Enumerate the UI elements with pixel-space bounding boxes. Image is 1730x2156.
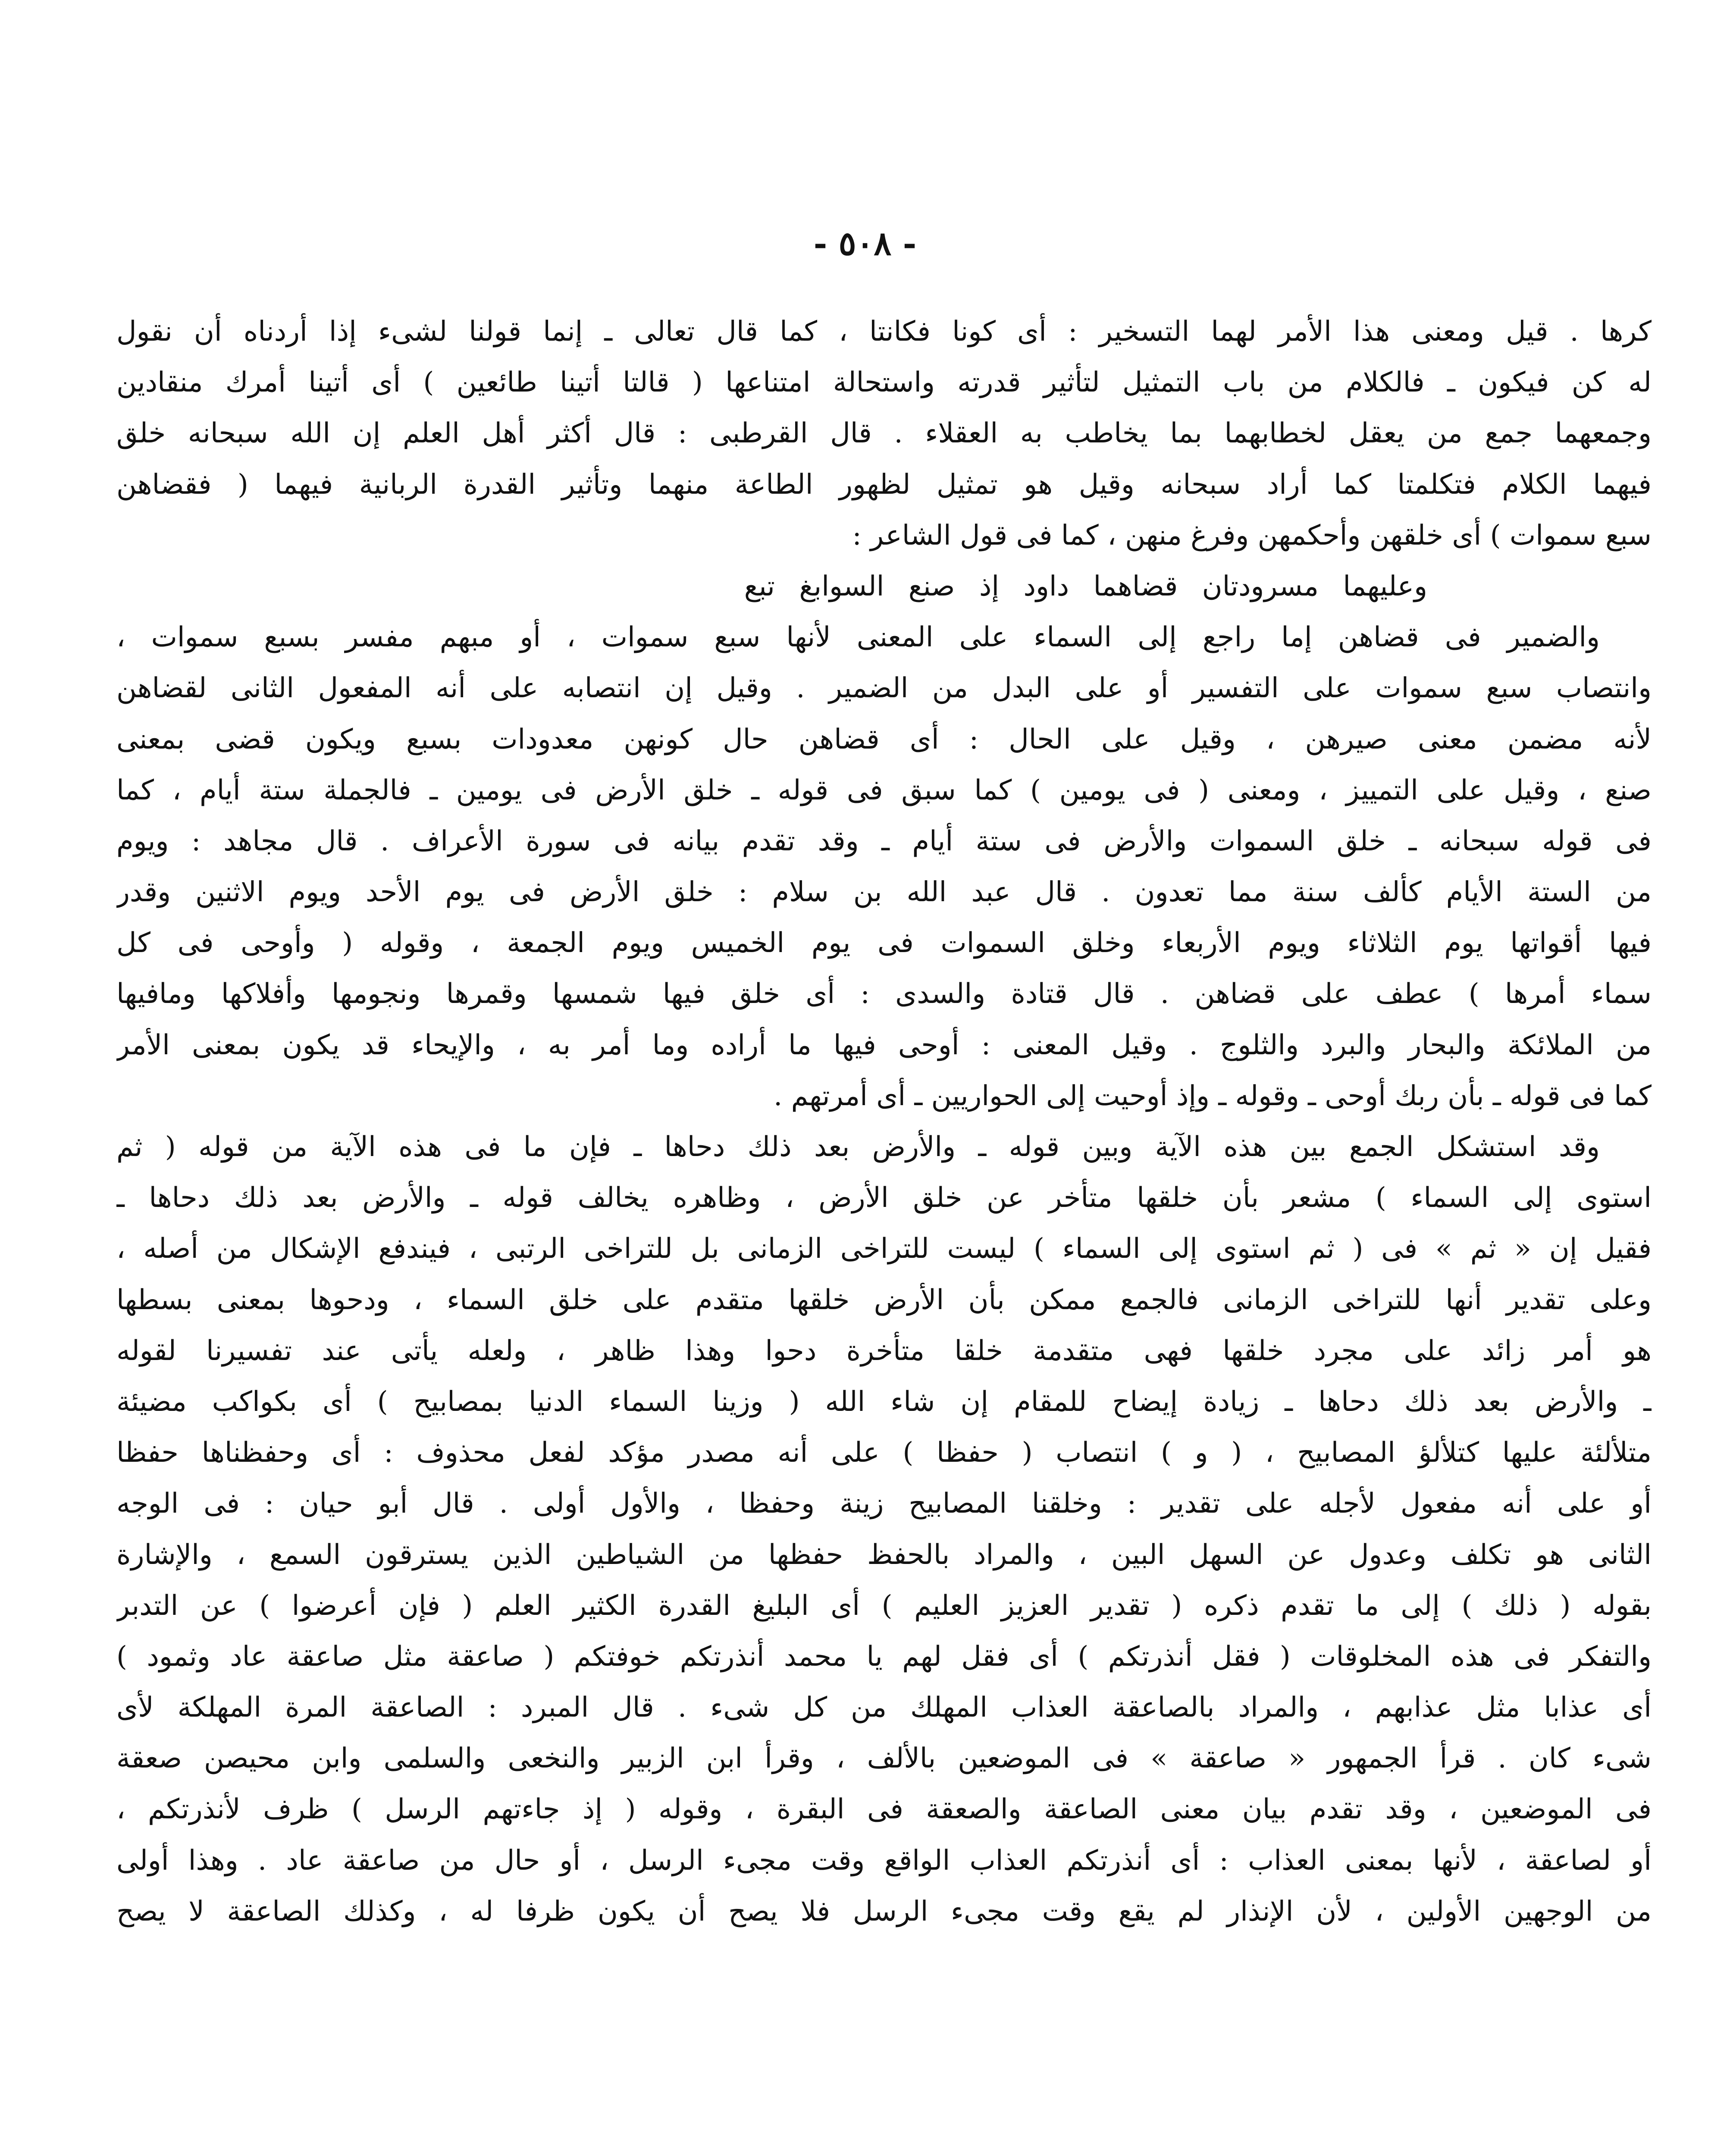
text-line: وجمعهما جمع من يعقل لخطابهما بما يخاطب به العقلاء . قال القرطبى : قال أكثر أهل العلم إن الله سبحانه خلق: [116, 417, 1652, 450]
text-line: والتفكر فى هذه المخلوقات ( فقل أنذرتكم ) أى فقل لهم يا محمد أنذرتكم خوفتكم ( صاعقة مثل صاعقة عاد وثمود ): [116, 1640, 1652, 1673]
text-line: الثانى هو تكلف وعدول عن السهل البين ، والمراد بالحفظ حفظها من الشياطين الذين يسترقون السمع ، والإشارة: [116, 1539, 1652, 1571]
text-line: هو أمر زائد على مجرد خلقها فهى متقدمة خلقا متأخرة دحوا وهذا ظاهر ، ولعله يأتى عند تفسيرنا لقوله: [116, 1335, 1652, 1367]
poetry-verse: وعليهما مسرودتان قضاهما داود إذ صنع السوابغ تبع: [744, 570, 1427, 602]
text-line: من الملائكة والبحار والبرد والثلوج . وقيل المعنى : أوحى فيها ما أراده وما أمر به ، والإيحاء قد يكون بمعنى الأمر: [116, 1029, 1652, 1061]
text-line: ـ والأرض بعد ذلك دحاها ـ زيادة إيضاح للمقام إن شاء الله ( وزينا السماء الدنيا بمصابيح ) أى بكواكب مضيئة: [116, 1385, 1652, 1418]
text-line: وعلى تقدير أنها للتراخى الزمانى فالجمع ممكن بأن الأرض خلقها متقدم على خلق السماء ، ودحوها بمعنى بسطها: [116, 1284, 1652, 1316]
text-line: أو لصاعقة ، لأنها بمعنى العذاب : أى أنذرتكم العذاب الواقع وقت مجىء الرسل ، أو حال من صاعقة عاد . وهذا أولى: [116, 1844, 1652, 1877]
text-line: فى الموضعين ، وقد تقدم بيان معنى الصاعقة والصعقة فى البقرة ، وقوله ( إذ جاءتهم الرسل ) ظرف لأنذرتكم ،: [116, 1793, 1652, 1826]
text-line: والضمير فى قضاهن إما راجع إلى السماء على المعنى لأنها سبع سموات ، أو مبهم مفسر بسبع سموات ،: [116, 621, 1600, 654]
text-line: أى عذابا مثل عذابهم ، والمراد بالصاعقة العذاب المهلك من كل شىء . قال المبرد : الصاعقة المرة المهلكة لأى: [116, 1692, 1652, 1724]
body-text: [116, 306, 1652, 1937]
text-line: كما فى قوله ـ بأن ربك أوحى ـ وقوله ـ وإذ أوحيت إلى الحواريين ـ أى أمرتهم .: [773, 1080, 1652, 1112]
text-line: فيهما الكلام فتكلمتا كما أراد سبحانه وقيل هو تمثيل لظهور الطاعة منهما وتأثير القدرة الربانية فيهما ( فقضاهن: [116, 468, 1652, 501]
text-line: من الستة الأيام كألف سنة مما تعدون . قال عبد الله بن سلام : خلق الأرض فى يوم الأحد ويوم الاثنين وقدر: [116, 876, 1652, 909]
text-line: شىء كان . قرأ الجمهور « صاعقة » فى الموضعين بالألف ، وقرأ ابن الزبير والنخعى والسلمى وابن محيصن صعقة: [116, 1742, 1652, 1775]
text-line: له كن فيكون ـ فالكلام من باب التمثيل لتأثير قدرته واستحالة امتناعها ( قالتا أتينا طائعين ) أى أتينا أمرك منقادين: [116, 367, 1652, 399]
text-line: من الوجهين الأولين ، لأن الإنذار لم يقع وقت مجىء الرسل فلا يصح أن يكون ظرفا له ، وكذلك الصاعقة لا يصح: [116, 1895, 1652, 1927]
text-line: بقوله ( ذلك ) إلى ما تقدم ذكره ( تقدير العزيز العليم ) أى البليغ القدرة الكثير العلم ( فإن أعرضوا ) عن التدبر: [116, 1589, 1652, 1622]
text-line: متلألئة عليها كتلألؤ المصابيح ، ( و ) انتصاب ( حفظا ) على أنه مصدر مؤكد لفعل محذوف : أى وحفظناها حفظا: [116, 1437, 1652, 1469]
page-number: - ٥٠٨ -: [813, 224, 917, 263]
text-line: وقد استشكل الجمع بين هذه الآية وبين قوله ـ والأرض بعد ذلك دحاها ـ فإن ما فى هذه الآية من قوله ( ثم: [116, 1131, 1600, 1163]
text-line: كرها . قيل ومعنى هذا الأمر لهما التسخير : أى كونا فكانتا ، كما قال تعالى ـ إنما قولنا لشىء إذا أردناه أن نقول: [116, 316, 1652, 348]
text-line: فيها أقواتها يوم الثلاثاء ويوم الأربعاء وخلق السموات فى يوم الخميس ويوم الجمعة ، وقوله ( وأوحى فى كل: [116, 927, 1652, 959]
text-line: سماء أمرها ) عطف على قضاهن . قال قتادة والسدى : أى خلق فيها شمسها وقمرها ونجومها وأفلاكها ومافيها: [116, 978, 1652, 1010]
text-line: صنع ، وقيل على التمييز ، ومعنى ( فى يومين ) كما سبق فى قوله ـ خلق الأرض فى يومين ـ فالجملة ستة أيام ، كما: [116, 774, 1652, 806]
text-line: وانتصاب سبع سموات على التفسير أو على البدل من الضمير . وقيل إن انتصابه على أنه المفعول الثانى لقضاهن: [116, 672, 1652, 705]
text-line: فى قوله سبحانه ـ خلق السموات والأرض فى ستة أيام ـ وقد تقدم بيانه فى سورة الأعراف . قال مجاهد : ويوم: [116, 825, 1652, 857]
text-line: فقيل إن « ثم » فى ( ثم استوى إلى السماء ) ليست للتراخى الزمانى بل للتراخى الرتبى ، فيندفع الإشكال من أصله ،: [116, 1233, 1652, 1265]
text-line: سبع سموات ) أى خلقهن وأحكمهن وفرغ منهن ، كما فى قول الشاعر :: [852, 519, 1652, 552]
text-line: لأنه مضمن معنى صيرهن ، وقيل على الحال : أى قضاهن حال كونهن معدودات بسبع ويكون قضى بمعنى: [116, 723, 1652, 755]
text-line: أو على أنه مفعول لأجله على تقدير : وخلقنا المصابيح زينة وحفظا ، والأول أولى . قال أبو حيان : فى الوجه: [116, 1488, 1652, 1520]
text-line: استوى إلى السماء ) مشعر بأن خلقها متأخر عن خلق الأرض ، وظاهره يخالف قوله ـ والأرض بعد ذلك دحاها ـ: [116, 1182, 1652, 1214]
